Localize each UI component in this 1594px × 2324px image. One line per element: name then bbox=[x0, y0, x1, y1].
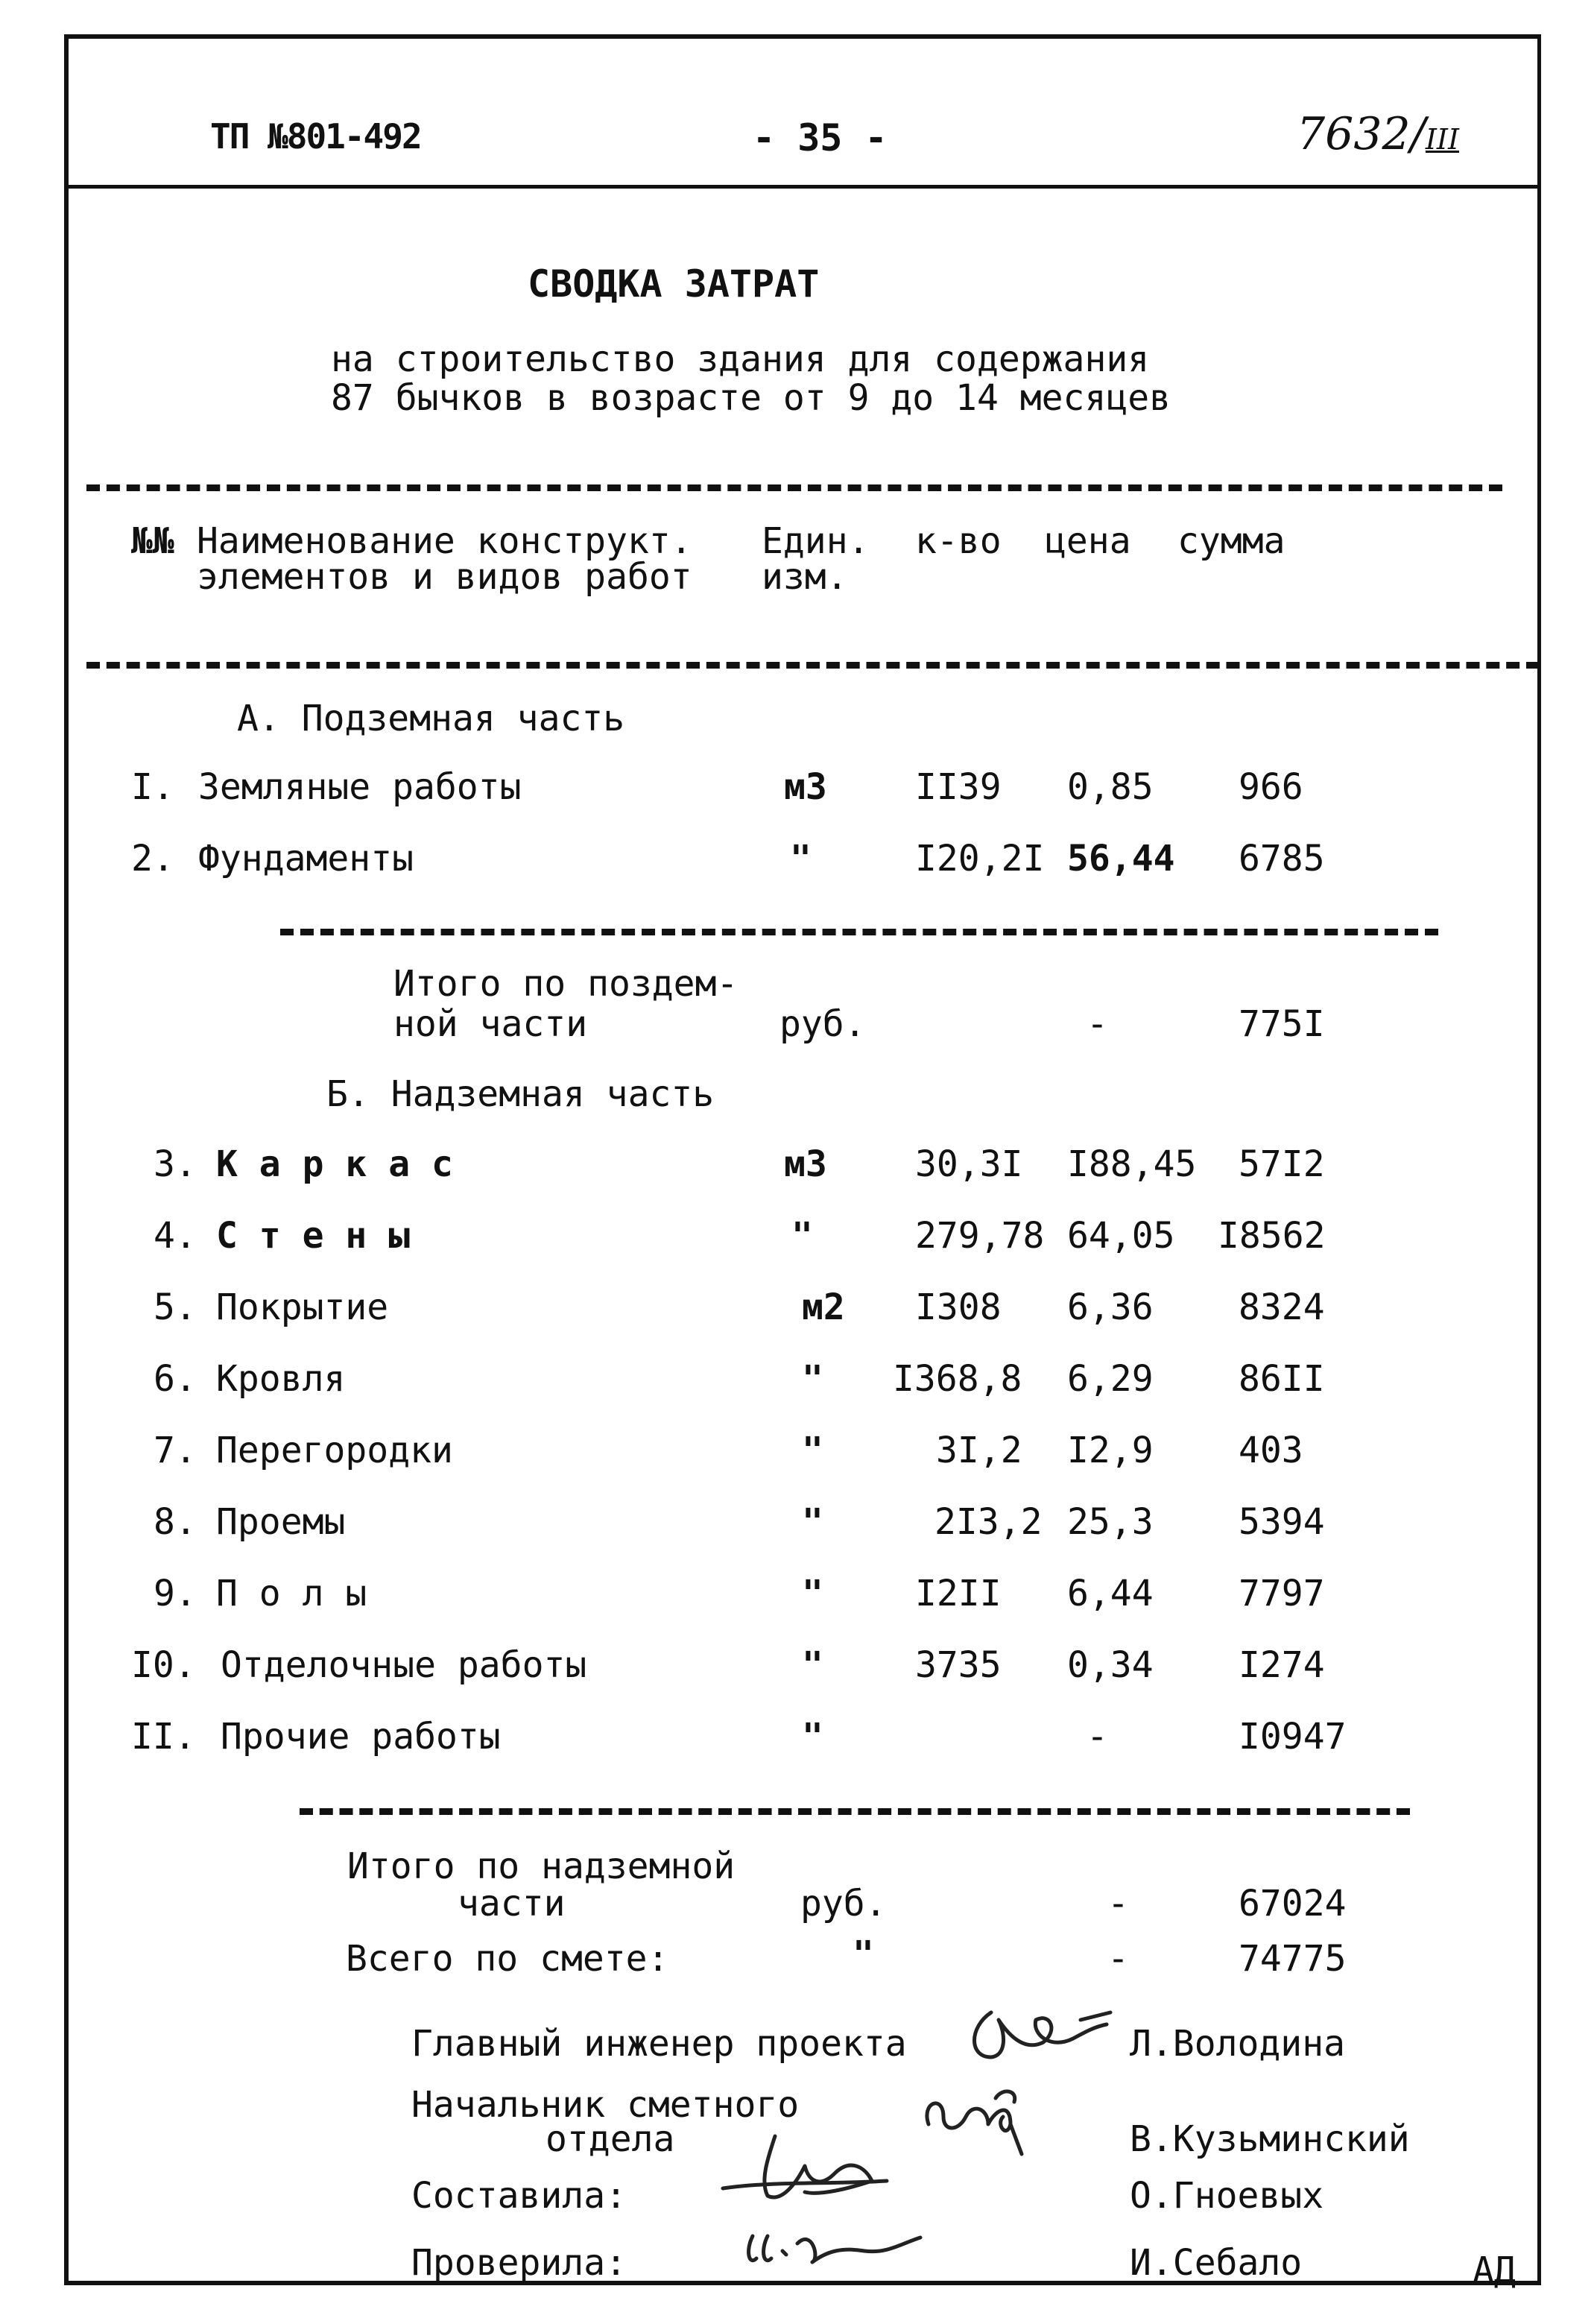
row-unit: " bbox=[802, 1573, 823, 1614]
row-sum: 6785 bbox=[1239, 838, 1325, 880]
row-unit: " bbox=[802, 1358, 823, 1400]
col-qty: к-во bbox=[915, 520, 1002, 562]
row-sum: 403 bbox=[1239, 1430, 1303, 1471]
row-name: Проемы bbox=[216, 1501, 346, 1543]
row-unit: " bbox=[802, 1501, 823, 1543]
row-price: 25,3 bbox=[1067, 1501, 1154, 1543]
corner-mark: АД bbox=[1473, 2249, 1516, 2291]
row-name: Фундаменты bbox=[198, 838, 414, 880]
section-b-total-unit: руб. bbox=[800, 1883, 887, 1924]
row-price: 6,36 bbox=[1067, 1286, 1154, 1328]
col-name-1: Наименование конструкт. bbox=[197, 520, 692, 562]
row-num: 5. bbox=[154, 1286, 197, 1328]
row-unit: " bbox=[790, 838, 812, 880]
signature-4-icon bbox=[738, 2221, 932, 2281]
row-qty: II39 bbox=[915, 766, 1002, 808]
section-a-total-price: - bbox=[1087, 1003, 1108, 1045]
row-qty: I20,2I bbox=[915, 838, 1045, 880]
col-unit-1: Един. bbox=[762, 520, 870, 562]
dash-divider bbox=[86, 662, 1540, 669]
row-name: Прочие работы bbox=[221, 1716, 501, 1758]
row-price: 6,44 bbox=[1067, 1573, 1154, 1614]
row-unit: м3 bbox=[784, 766, 827, 808]
row-sum: 8324 bbox=[1239, 1286, 1325, 1328]
section-b-total-sum: 67024 bbox=[1239, 1883, 1347, 1924]
row-qty: 2I3,2 bbox=[934, 1501, 1043, 1543]
signer-role-2b: отдела bbox=[545, 2118, 675, 2160]
row-num: I0. bbox=[131, 1644, 196, 1686]
title-line-2: 87 бычков в возрасте от 9 до 14 месяцев bbox=[331, 377, 1171, 419]
row-num: I. bbox=[131, 766, 174, 808]
row-sum: I0947 bbox=[1239, 1716, 1347, 1758]
row-unit: " bbox=[791, 1215, 813, 1257]
row-qty: I2II bbox=[915, 1573, 1002, 1614]
header-divider bbox=[64, 185, 1541, 189]
row-price: 0,34 bbox=[1067, 1644, 1154, 1686]
signer-name-4: И.Себало bbox=[1130, 2242, 1303, 2284]
archive-roman: III bbox=[1425, 123, 1459, 156]
row-unit: м3 bbox=[784, 1143, 827, 1185]
row-name: С т е н ы bbox=[216, 1215, 411, 1257]
row-num: II. bbox=[131, 1716, 196, 1758]
row-num: 8. bbox=[154, 1501, 197, 1543]
row-qty: 30,3I bbox=[915, 1143, 1023, 1185]
grand-total-sum: 74775 bbox=[1239, 1938, 1347, 1980]
row-num: 9. bbox=[154, 1573, 197, 1614]
row-sum: 86II bbox=[1239, 1358, 1325, 1400]
signature-1-icon bbox=[961, 1998, 1125, 2072]
dash-divider bbox=[280, 929, 1438, 935]
row-price: 56,44 bbox=[1067, 838, 1175, 880]
row-price: 64,05 bbox=[1067, 1215, 1175, 1257]
row-unit: " bbox=[802, 1430, 823, 1471]
row-unit: " bbox=[802, 1716, 823, 1758]
section-a-total-unit: руб. bbox=[779, 1003, 866, 1045]
row-name: Кровля bbox=[216, 1358, 346, 1400]
signer-name-1: Л.Володина bbox=[1130, 2023, 1345, 2065]
row-qty: I308 bbox=[915, 1286, 1002, 1328]
section-b-title: Б. Надземная часть bbox=[326, 1073, 715, 1115]
row-num: 3. bbox=[154, 1143, 197, 1185]
row-qty: 3735 bbox=[915, 1644, 1002, 1686]
section-b-total-2: части bbox=[458, 1883, 566, 1924]
archive-number-text: 7632/ bbox=[1297, 108, 1426, 160]
row-name: Перегородки bbox=[216, 1430, 453, 1471]
row-sum: 57I2 bbox=[1239, 1143, 1325, 1185]
row-unit: " bbox=[802, 1644, 823, 1686]
row-num: 4. bbox=[154, 1215, 197, 1257]
row-price: 6,29 bbox=[1067, 1358, 1154, 1400]
row-qty: 3I,2 bbox=[936, 1430, 1022, 1471]
row-price: I2,9 bbox=[1067, 1430, 1154, 1471]
section-a-title: А. Подземная часть bbox=[237, 698, 625, 739]
row-name: Покрытие bbox=[216, 1286, 389, 1328]
row-name: Земляные работы bbox=[198, 766, 522, 808]
title-line-1: на строительство здания для содержания bbox=[331, 338, 1150, 380]
col-unit-2: изм. bbox=[762, 556, 848, 598]
section-b-total-price: - bbox=[1107, 1883, 1129, 1924]
signer-role-3: Составила: bbox=[411, 2175, 627, 2217]
row-num: 2. bbox=[131, 838, 174, 880]
row-price: I88,45 bbox=[1067, 1143, 1197, 1185]
signer-role-4: Проверила: bbox=[411, 2242, 627, 2284]
row-price: - bbox=[1087, 1716, 1108, 1758]
row-name: П о л ы bbox=[216, 1573, 367, 1614]
section-a-total-1: Итого по поздем- bbox=[393, 963, 739, 1005]
signer-role-2a: Начальник сметного bbox=[411, 2084, 800, 2126]
row-num: 7. bbox=[154, 1430, 197, 1471]
dash-divider bbox=[86, 484, 1502, 491]
signature-3-icon bbox=[715, 2121, 939, 2218]
row-sum: 966 bbox=[1239, 766, 1303, 808]
row-sum: 7797 bbox=[1239, 1573, 1325, 1614]
section-a-total-sum: 775I bbox=[1239, 1003, 1325, 1045]
col-num: №№ bbox=[131, 520, 174, 562]
doc-code: ТП №801-492 bbox=[210, 116, 421, 157]
col-sum: сумма bbox=[1177, 520, 1285, 562]
grand-total-price: - bbox=[1107, 1938, 1129, 1980]
archive-number bbox=[1297, 108, 1459, 160]
row-num: 6. bbox=[154, 1358, 197, 1400]
section-b-total-1: Итого по надземной bbox=[347, 1845, 736, 1887]
row-price: 0,85 bbox=[1067, 766, 1154, 808]
page-number: - 35 - bbox=[753, 116, 888, 160]
row-name: Отделочные работы bbox=[221, 1644, 587, 1686]
row-sum: I274 bbox=[1239, 1644, 1325, 1686]
col-price: цена bbox=[1045, 520, 1131, 562]
section-a-total-2: ной части bbox=[393, 1003, 588, 1045]
col-name-2: элементов и видов работ bbox=[197, 556, 692, 598]
dash-divider bbox=[300, 1808, 1410, 1815]
page-title: СВОДКА ЗАТРАТ bbox=[528, 262, 820, 306]
signer-name-2: В.Кузьминский bbox=[1130, 2118, 1410, 2160]
row-unit: м2 bbox=[802, 1286, 845, 1328]
row-qty: 279,78 bbox=[915, 1215, 1045, 1257]
row-sum: 5394 bbox=[1239, 1501, 1325, 1543]
grand-total-label: Всего по смете: bbox=[346, 1938, 669, 1980]
row-qty: I368,8 bbox=[893, 1358, 1022, 1400]
row-name: К а р к а с bbox=[216, 1143, 453, 1185]
signer-name-3: О.Гноевых bbox=[1130, 2175, 1324, 2217]
row-sum: I8562 bbox=[1218, 1215, 1326, 1257]
grand-total-unit: " bbox=[853, 1933, 874, 1975]
signer-role-1: Главный инженер проекта bbox=[411, 2023, 907, 2065]
